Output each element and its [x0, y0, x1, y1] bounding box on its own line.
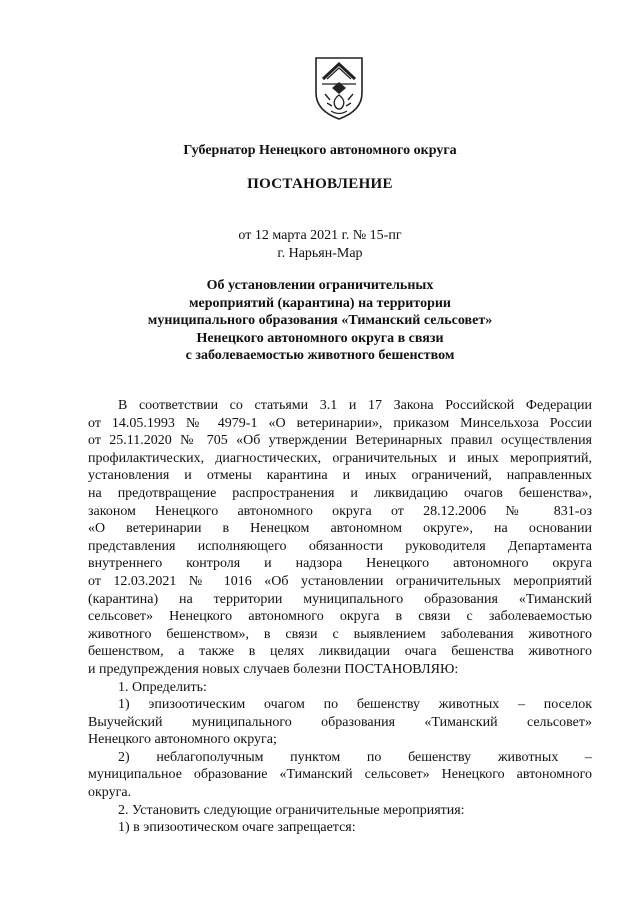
subject-line: мероприятий (карантина) на территории: [189, 295, 451, 311]
body-line: и предупреждения новых случаев болезни ПОСТАНОВЛЯЮ:: [88, 661, 459, 677]
body-line: сельсовет» Ненецкого автономного округа в связи с заболеваемостью: [88, 609, 592, 625]
body-line: В соответствии со статьями 3.1 и 17 Закона Российской Федерации: [118, 398, 592, 413]
body-line: 1) эпизоотическим очагом по бешенству животных – поселок: [118, 697, 592, 713]
body-line: внутреннего контроля и надзора Ненецкого автономного округа: [88, 556, 592, 572]
body-line: Выучейский муниципального образования «Тиманский сельсовет»: [88, 714, 592, 730]
body-line: профилактических, диагностических, ограничительных и иных мероприятий,: [88, 450, 592, 466]
body-line: 1) в эпизоотическом очаге запрещается:: [118, 820, 356, 836]
subject-line: с заболеваемостью животного бешенством: [185, 348, 455, 364]
body-text: [88, 397, 592, 837]
subject-line: Ненецкого автономного округа в связи: [196, 330, 444, 346]
subject-line: муниципального образования «Тиманский сельсовет»: [147, 313, 493, 329]
body-line: (карантина) на территории муниципального образования «Тиманский: [88, 591, 592, 607]
body-line: установления и отмены карантина и иных ограничений, направленных: [88, 468, 592, 484]
body-line: 2) неблагополучным пунктом по бешенству животных –: [118, 749, 592, 765]
body-line: животного бешенством», в связи с выявлением заболевания животного: [88, 626, 592, 642]
body-line: 2. Установить следующие ограничительные мероприятия:: [118, 802, 465, 818]
body-line: от 12.03.2021 № 1016 «Об установлении ограничительных мероприятий: [88, 573, 592, 589]
subject-block: [0, 277, 640, 365]
body-line: бешенством, а также в целях ликвидации очага бешенства животного: [88, 644, 592, 660]
body-line: от 25.11.2020 № 705 «Об утверждении Ветеринарных правил осуществления: [88, 433, 592, 449]
body-line: от 14.05.1993 № 4979-1 «О ветеринарии», приказом Минсельхоза России: [88, 415, 592, 431]
body-line: представления исполняющего обязанности руководителя Департамента: [88, 538, 592, 554]
body-line: на предотвращение распространения и ликвидацию очагов бешенства»,: [88, 485, 592, 501]
document-type-title: ПОСТАНОВЛЕНИЕ: [247, 176, 393, 192]
body-line: 1. Определить:: [118, 679, 207, 695]
body-line: муниципальное образование «Тиманский сельсовет» Ненецкого автономного: [88, 767, 592, 783]
body-line: законом Ненецкого автономного округа от 28.12.2006 № 831-оз: [88, 503, 592, 519]
coat-of-arms-icon: [313, 55, 365, 121]
date-number-line: от 12 марта 2021 г. № 15-пг: [238, 228, 402, 243]
city-line: г. Нарьян-Мар: [277, 246, 363, 261]
subject-line: Об установлении ограничительных: [206, 278, 434, 293]
issuer-heading: Губернатор Ненецкого автономного округа: [183, 143, 457, 158]
body-line: округа.: [88, 785, 132, 801]
body-line: Ненецкого автономного округа;: [88, 732, 277, 748]
body-line: «О ветеринарии в Ненецком автономном округе», на основании: [88, 521, 592, 537]
